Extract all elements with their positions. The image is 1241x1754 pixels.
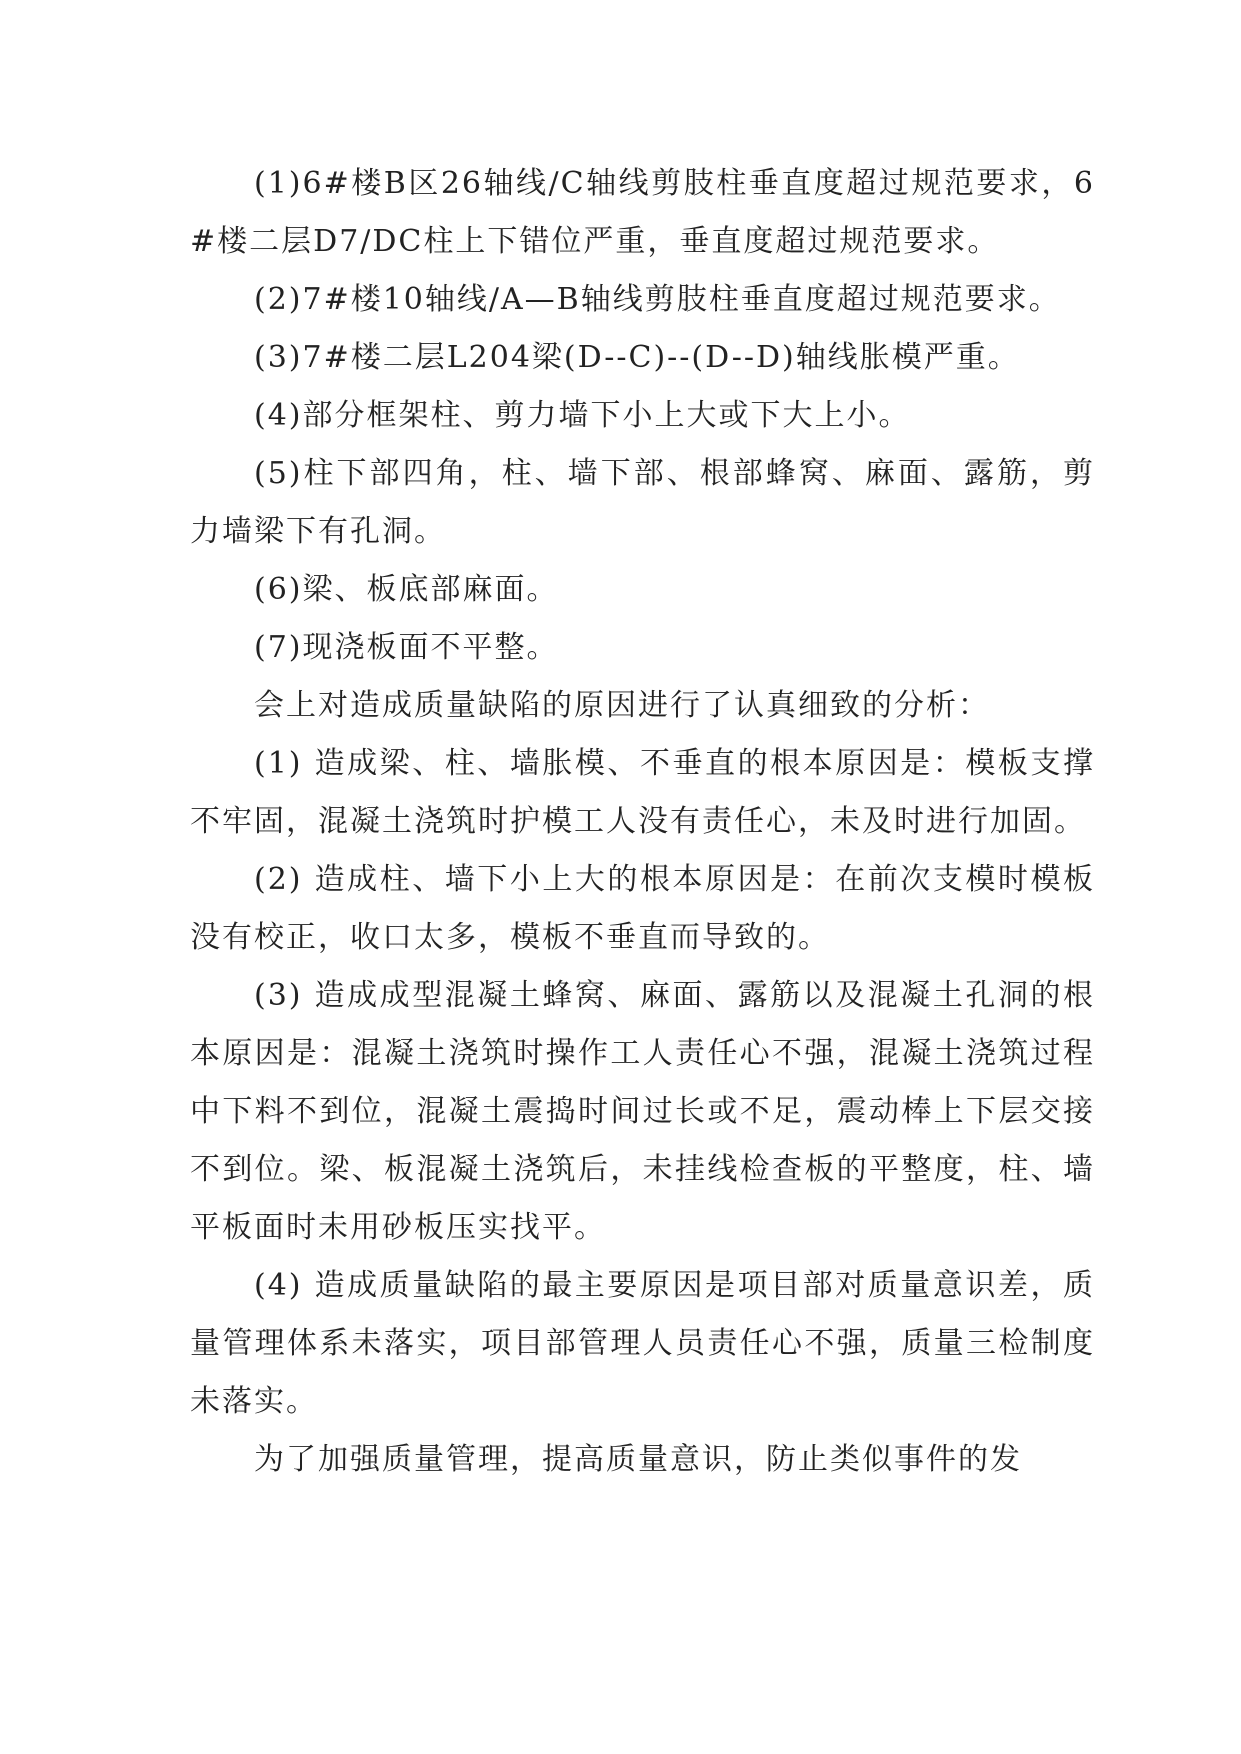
paragraph-cause-2: (2) 造成柱、墙下小上大的根本原因是：在前次支模时模板没有校正，收口太多，模板不垂直而导致的。 bbox=[190, 862, 1095, 955]
paragraph-defect-5: (5)柱下部四角，柱、墙下部、根部蜂窝、麻面、露筋，剪力墙梁下有孔洞。 bbox=[190, 456, 1095, 549]
paragraph-defect-6: (6)梁、板底部麻面。 bbox=[254, 572, 559, 607]
paragraph-cause-1: (1) 造成梁、柱、墙胀模、不垂直的根本原因是：模板支撑不牢固，混凝土浇筑时护模工人没有责任心，未及时进行加固。 bbox=[190, 746, 1095, 839]
paragraph-cause-4: (4) 造成质量缺陷的最主要原因是项目部对质量意识差，质量管理体系未落实，项目部管理人员责任心不强，质量三检制度未落实。 bbox=[190, 1268, 1095, 1419]
paragraph-defect-3: (3)7#楼二层L204梁(D--C)--(D--D)轴线胀模严重。 bbox=[254, 340, 1020, 375]
paragraph-defect-4: (4)部分框架柱、剪力墙下小上大或下大上小。 bbox=[254, 398, 911, 433]
paragraph-closing: 为了加强质量管理，提高质量意识，防止类似事件的发 bbox=[254, 1442, 1022, 1477]
paragraph-defect-1: (1)6#楼B区26轴线/C轴线剪肢柱垂直度超过规范要求，6#楼二层D7/DC柱上下错位严重，垂直度超过规范要求。 bbox=[190, 166, 1095, 259]
paragraph-defect-2: (2)7#楼10轴线/A—B轴线剪肢柱垂直度超过规范要求。 bbox=[254, 282, 1061, 317]
document-body bbox=[190, 155, 1095, 1489]
paragraph-analysis-intro: 会上对造成质量缺陷的原因进行了认真细致的分析： bbox=[254, 688, 990, 723]
paragraph-cause-3: (3) 造成成型混凝土蜂窝、麻面、露筋以及混凝土孔洞的根本原因是：混凝土浇筑时操作工人责任心不强，混凝土浇筑过程中下料不到位，混凝土震捣时间过长或不足，震动棒上下层交接不到位。梁、板混凝土浇筑后，未挂线检查板的平整度，柱、墙平板面时未用砂板压实找平。 bbox=[190, 978, 1095, 1245]
paragraph-defect-7: (7)现浇板面不平整。 bbox=[254, 630, 559, 665]
